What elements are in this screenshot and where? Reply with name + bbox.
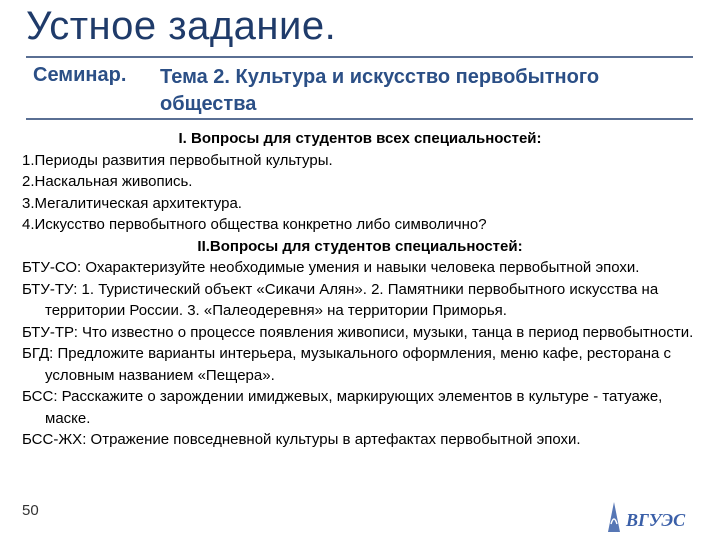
specialty-question: БТУ-ТУ: 1. Туристический объект «Сикачи Алян». 2. Памятники первобытного искусства на территории России. 3. «Палеодеревня» на территории Приморья. xyxy=(22,280,659,319)
specialty-question: БТУ-ТР: Что известно о процессе появления живописи, музыки, танца в период первобытности. xyxy=(22,323,694,341)
topic-title: Тема 2. Культура и искусство первобытного общества xyxy=(160,66,600,115)
specialty-question: БСС-ЖХ: Отражение повседневной культуры в артефактах первобытной эпохи. xyxy=(22,431,581,448)
seminar-label: Семинар. xyxy=(33,64,127,86)
section-2-heading: II.Вопросы для студентов специальностей: xyxy=(197,237,523,255)
question-item: 1.Периоды развития первобытной культуры. xyxy=(22,151,333,169)
topic-divider xyxy=(26,118,693,120)
question-item: 3.Мегалитическая архитектура. xyxy=(22,194,242,212)
section-1-heading: I. Вопросы для студентов всех специальностей: xyxy=(178,130,542,147)
university-logo xyxy=(600,496,692,536)
question-item: 2.Наскальная живопись. xyxy=(22,173,193,190)
specialty-question: БГД: Предложите варианты интерьера, музыкального оформления, меню кафе, ресторана с условным названием «Пещера». xyxy=(22,345,672,384)
question-item: 4.Искусство первобытного общества конкретно либо символично? xyxy=(22,216,487,233)
slide-content xyxy=(22,128,698,451)
slide-title: Устное задание. xyxy=(26,4,337,48)
logo-text: ВГУЭС xyxy=(626,510,686,530)
specialty-question: БСС: Расскажите о зарождении имиджевых, маркирующих элементов в культуре - татуаже, маске. xyxy=(22,388,663,427)
page-number: 50 xyxy=(22,502,39,519)
title-divider xyxy=(26,56,693,58)
specialty-question: БТУ-СО: Охарактеризуйте необходимые умения и навыки человека первобытной эпохи. xyxy=(22,259,640,276)
